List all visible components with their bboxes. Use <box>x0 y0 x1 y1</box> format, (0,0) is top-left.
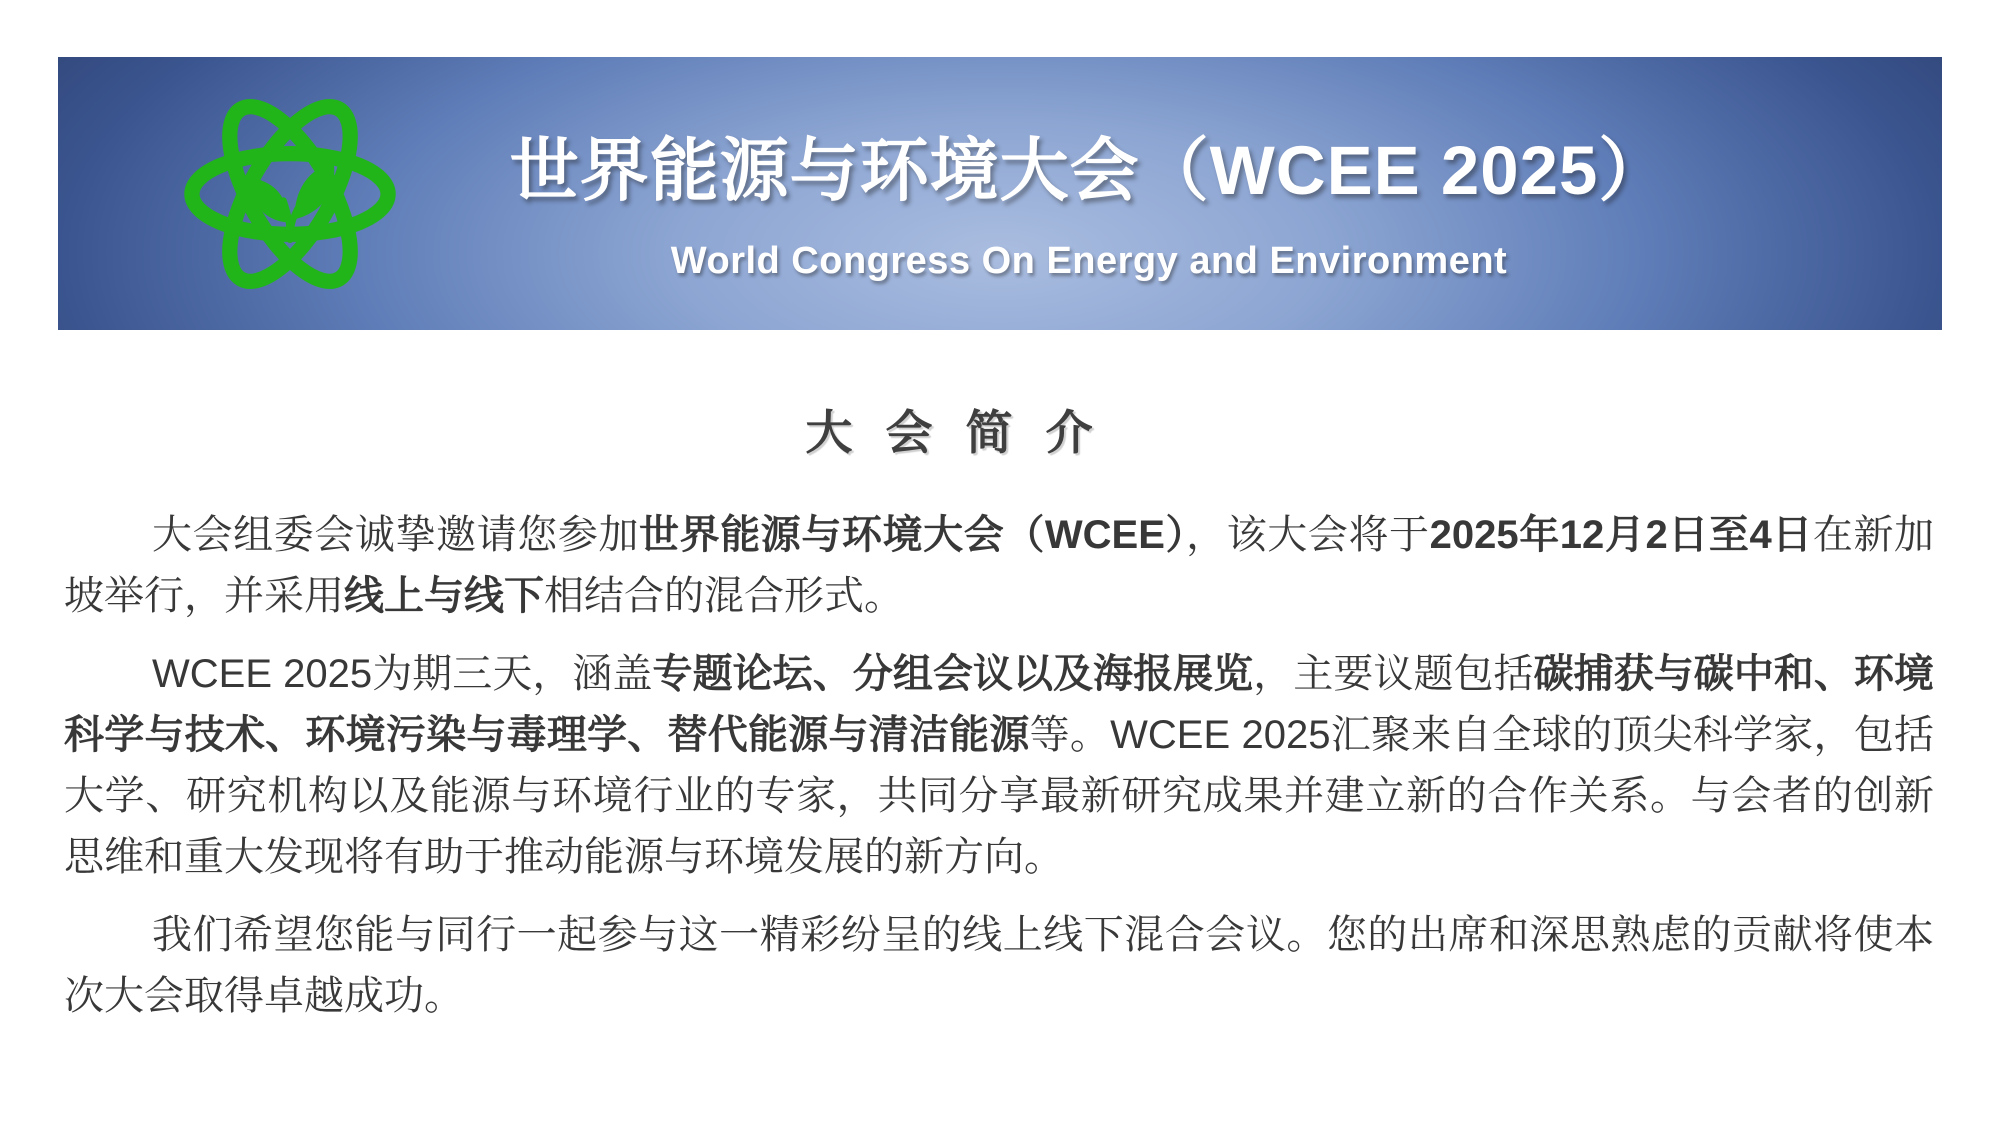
bold-text-run: 碳捕获与碳中和、环境科学与技术、环境污染与毒理学、替代能源与清洁能源 <box>64 652 1935 757</box>
text-run: ，该大会将于 <box>1186 513 1430 557</box>
bold-text-run: 2025年12月2日至4日 <box>1429 513 1813 557</box>
header-banner <box>58 57 1942 330</box>
text-run: 相结合的混合形式。 <box>544 574 904 618</box>
introduction-section <box>64 330 1934 1044</box>
conference-subtitle-en: World Congress On Energy and Environment <box>670 239 1508 282</box>
text-run: WCEE 2025为期三天，涵盖 <box>152 652 653 696</box>
paragraph <box>64 644 1934 888</box>
paragraph <box>64 505 1934 627</box>
text-run: 我们希望您能与同行一起参与这一精彩纷呈的线上线下混合会议。您的出席和深思熟虑的贡献将使本次大会取得卓越成功。 <box>64 913 1934 1018</box>
paragraph <box>64 905 1934 1027</box>
text-run: 在新加坡举行，并采用 <box>64 513 1935 618</box>
text-run: 等。WCEE 2025汇聚来自全球的顶尖科学家，包括大学、研究机构以及能源与环境行业的专家，共同分享最新研究成果并建立新的合作关系。与会者的创新思维和重大发现将有助于推动能源与环境发展的新方向。 <box>64 713 1934 879</box>
text-run: 大会组委会诚挚邀请您参加 <box>152 513 640 557</box>
banner-text-block <box>348 57 1830 330</box>
conference-title-zh: 世界能源与环境大会（WCEE 2025） <box>509 131 1669 209</box>
bold-text-run: 线上与线下 <box>344 574 544 618</box>
text-run: ，主要议题包括 <box>1253 652 1534 696</box>
bold-text-run: 世界能源与环境大会（WCEE） <box>639 513 1187 557</box>
introduction-paragraphs <box>64 505 1934 1027</box>
bold-text-run: 专题论坛、分组会议以及海报展览 <box>652 652 1254 696</box>
section-heading: 大 会 简 介 <box>805 406 1103 459</box>
